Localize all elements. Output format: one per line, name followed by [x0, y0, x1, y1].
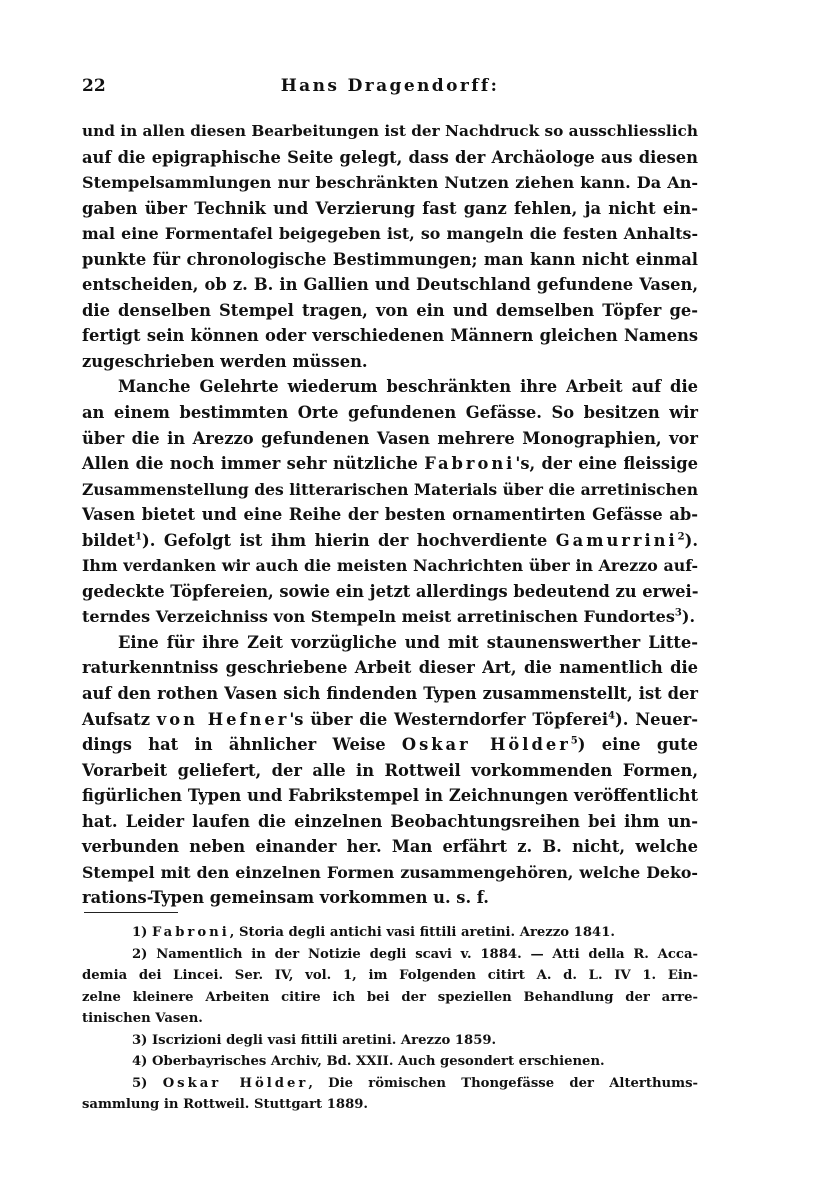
text-line: die denselben Stempel tragen, von ein und demselben Töpfer ge- — [82, 300, 698, 320]
text-segment: terndes Verzeichniss von Stempeln meist arretinischen Fundortes — [82, 607, 675, 627]
text-line: figürlichen Typen und Fabrikstempel in Zeichnungen veröffentlicht — [82, 786, 698, 806]
text-segment: Allen die noch immer sehr nützliche — [82, 454, 425, 474]
footnote-ref: 4 — [608, 710, 616, 722]
text-line: hat. Leider laufen die einzelnen Beobachtungsreihen bei ihm un- — [82, 811, 698, 831]
footnote-divider — [84, 912, 178, 913]
text-line: auf den rothen Vasen sich findenden Typen zusammenstellt, ist der — [82, 684, 698, 704]
footnote-line: zelne kleinere Arbeiten citire ich bei der speziellen Behandlung der arre- — [82, 989, 698, 1005]
text-line: und in allen diesen Bearbeitungen ist der Nachdruck so ausschliesslich — [82, 122, 698, 140]
footnote-line: 3) Iscrizioni degli vasi fittili aretini. Arezzo 1859. — [132, 1032, 497, 1048]
text-line: Stempel mit den einzelnen Formen zusammengehören, welche Deko- — [82, 862, 698, 882]
footnote-ref: 5 — [570, 735, 578, 747]
text-segment: ). Gefolgt ist ihm hierin der hochverdiente — [142, 530, 556, 550]
footnote-line: 2) Namentlich in der Notizie degli scavi v. 1884. — Atti della R. Acca- — [132, 946, 698, 962]
running-head: Hans Dragendorff: — [280, 76, 500, 96]
text-line: Zusammenstellung des litterarischen Materials über die arretinischen — [82, 479, 698, 499]
footnote-mark: 5) — [132, 1075, 163, 1091]
spaced-name: Oskar Hölder — [162, 1075, 309, 1091]
text-line: Stempelsammlungen nur beschränkten Nutzen ziehen kann. Da An- — [82, 173, 698, 193]
text-line: auf die epigraphische Seite gelegt, dass der Archäologe aus diesen — [82, 147, 698, 167]
footnote-ref: 1 — [135, 531, 142, 543]
spaced-name: Gamurrini — [555, 530, 678, 550]
text-segment: bildet — [82, 530, 136, 550]
text-line — [82, 451, 698, 477]
text-line — [82, 528, 698, 554]
text-line: Eine für ihre Zeit vorzügliche und mit staunenswerther Litte- — [118, 632, 698, 652]
text-segment: ). — [681, 607, 696, 627]
text-line: über die in Arezzo gefundenen Vasen mehrere Monographien, vor — [82, 428, 698, 448]
text-line: gaben über Technik und Verzierung fast ganz fehlen, ja nicht ein- — [82, 198, 698, 218]
footnote-line: sammlung in Rottweil. Stuttgart 1889. — [82, 1097, 369, 1112]
footnote-text: , Die römischen Thongefässe der Alterthums- — [308, 1075, 698, 1091]
footnote-line — [82, 922, 698, 944]
text-segment: 's, der eine fleissige — [515, 454, 698, 474]
text-segment: ). — [684, 530, 698, 550]
text-segment: dings hat in ähnlicher Weise — [82, 735, 402, 755]
footnotes — [82, 922, 698, 1116]
text-segment: 's über die Westerndorfer Töpferei — [289, 709, 609, 729]
footnote-line — [82, 1073, 698, 1095]
footnote-ref: 2 — [677, 531, 685, 543]
text-line: mal eine Formentafel beigegeben ist, so mangeln die festen Anhalts- — [82, 224, 698, 244]
text-line — [82, 604, 698, 630]
text-line — [82, 732, 698, 758]
text-line: Manche Gelehrte wiederum beschränkten ihre Arbeit auf die — [118, 377, 698, 397]
text-line: Vasen bietet und eine Reihe der besten ornamentirten Gefässe ab- — [82, 505, 698, 525]
text-line: fertigt sein können oder verschiedenen Männern gleichen Namens — [82, 326, 698, 346]
footnote-ref: 3 — [674, 608, 682, 620]
spaced-name: Fabroni — [152, 925, 230, 940]
spaced-name: Oskar Hölder — [401, 735, 571, 755]
page-header — [82, 76, 698, 100]
text-line: Vorarbeit geliefert, der alle in Rottweil vorkommenden Formen, — [82, 760, 698, 780]
spaced-name: von Hefner — [156, 709, 290, 729]
footnote-text: , Storia degli antichi vasi fittili aretini. Arezzo 1841. — [229, 925, 615, 940]
main-text — [82, 119, 698, 911]
text-line: an einem bestimmten Orte gefundenen Gefässe. So besitzen wir — [82, 403, 698, 423]
footnote-mark: 1) — [132, 925, 153, 940]
text-line: gedeckte Töpfereien, sowie ein jetzt allerdings bedeutend zu erwei- — [82, 581, 699, 601]
text-line: Ihm verdanken wir auch die meisten Nachrichten über in Arezzo auf- — [82, 556, 698, 576]
page-number: 22 — [82, 76, 106, 96]
text-line: zugeschrieben werden müssen. — [82, 351, 368, 371]
text-line — [82, 707, 698, 733]
text-line: entscheiden, ob z. B. in Gallien und Deutschland gefundene Vasen, — [82, 275, 698, 295]
footnote-line: demia dei Lincei. Ser. IV, vol. 1, im Folgenden citirt A. d. L. IV 1. Ein- — [82, 968, 698, 983]
text-segment: ) eine gute — [577, 735, 698, 755]
footnote-line: tinischen Vasen. — [82, 1011, 203, 1026]
text-line: raturkenntniss geschriebene Arbeit dieser Art, die namentlich die — [82, 658, 698, 678]
text-line: verbunden neben einander her. Man erfährt z. B. nicht, welche — [82, 837, 698, 857]
text-line: punkte für chronologische Bestimmungen; man kann nicht einmal — [82, 249, 698, 269]
text-segment: ). Neuer- — [615, 709, 698, 729]
text-segment: Aufsatz — [82, 709, 157, 729]
spaced-name: Fabroni — [424, 454, 516, 474]
text-line: rations-Typen gemeinsam vorkommen u. s. f. — [82, 888, 489, 908]
footnote-line: 4) Oberbayrisches Archiv, Bd. XXII. Auch gesondert erschienen. — [132, 1054, 605, 1069]
